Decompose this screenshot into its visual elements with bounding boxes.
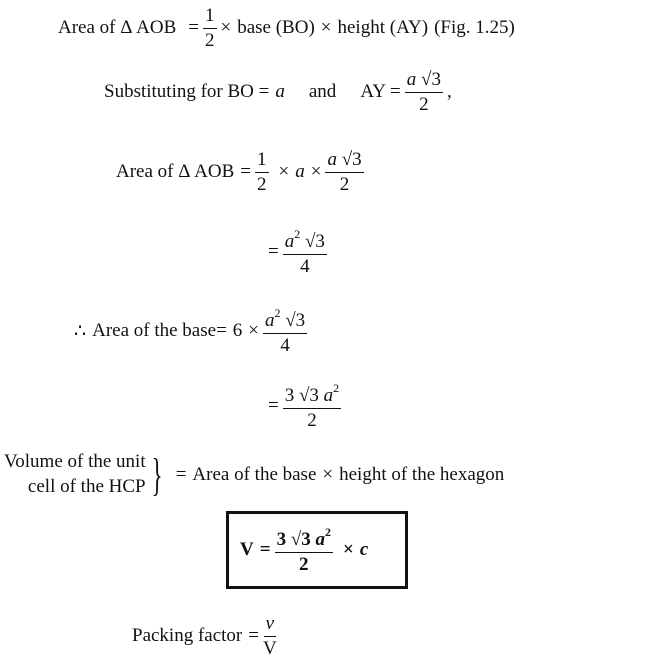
fraction-numerator (263, 307, 307, 334)
and-word: and (308, 81, 337, 103)
equals-sign: = (268, 241, 279, 263)
fraction-one-half (203, 6, 217, 51)
area-of-base-formula (74, 307, 311, 356)
exponent: 2 (325, 524, 331, 539)
area-aob-formula (58, 6, 515, 51)
fraction-a2-root3-over-4 (283, 228, 327, 277)
factor-six: 6 (232, 320, 243, 342)
times-sign: × (278, 161, 290, 183)
therefore-symbol: ∴ (74, 320, 87, 342)
figure-reference: (Fig. 1.25) (434, 17, 515, 39)
variable-a: a (327, 149, 337, 170)
fraction-numerator: 1 (255, 150, 269, 173)
fraction-denominator: 2 (307, 409, 317, 431)
fraction-denominator: V (262, 637, 277, 659)
root-three: √3 (421, 69, 441, 90)
root-three: √3 (285, 310, 306, 331)
root-three: √3 (304, 231, 325, 252)
packing-factor-label: Packing factor (132, 625, 243, 647)
times-sign: × (322, 463, 334, 485)
fraction-numerator: v (264, 614, 276, 637)
root-three: √3 (290, 528, 311, 550)
fraction-denominator: 2 (339, 173, 350, 195)
variable-a: a (323, 385, 334, 406)
fraction-numerator (325, 150, 363, 173)
label-line-2: cell of the HCP (27, 475, 146, 497)
equals-sign: = (188, 17, 199, 39)
ay-label: AY = (360, 81, 401, 103)
base-term: base (BO) (237, 17, 315, 39)
fraction-numerator (275, 526, 333, 553)
area-aob-label: Area of Δ AOB (58, 17, 177, 39)
fraction-denominator: 4 (300, 255, 310, 277)
exponent: 2 (333, 381, 340, 395)
fraction-numerator (283, 228, 327, 255)
root-three: √3 (341, 149, 362, 170)
fraction-denominator: 2 (205, 29, 215, 51)
fraction-3root3-a2-over-2 (275, 526, 333, 575)
area-aob-label: Area of Δ AOB (116, 161, 235, 183)
exponent: 2 (274, 306, 281, 320)
fraction-one-half (255, 150, 269, 195)
fraction-v-over-V (263, 614, 277, 659)
equals-sign: = (248, 625, 259, 647)
equals-sign: = (268, 395, 279, 417)
times-sign: × (310, 161, 322, 183)
substitution-text: Substituting for BO = (104, 81, 270, 103)
area-aob-result (268, 228, 331, 277)
comma: , (446, 81, 452, 103)
area-aob-calculation (116, 150, 368, 195)
area-of-base-result (268, 382, 345, 431)
factor-three: 3 (276, 528, 287, 550)
height-term: height (AY) (337, 17, 429, 39)
fraction-denominator: 2 (299, 553, 309, 575)
times-sign: × (220, 17, 232, 39)
volume-formula-box (226, 511, 408, 589)
height-of-hexagon-term: height of the hexagon (339, 463, 505, 485)
fraction-a-root3-over-2 (405, 70, 443, 115)
fraction-3root3-a2-over-2 (283, 382, 341, 431)
packing-factor-formula (132, 614, 281, 659)
factor-three: 3 (284, 385, 295, 406)
fraction-denominator: 2 (257, 173, 267, 195)
equals-sign: = (175, 463, 187, 485)
times-sign: × (343, 539, 354, 560)
root-three: √3 (298, 385, 319, 406)
equals-sign: = (240, 161, 251, 183)
variable-a: a (284, 231, 295, 252)
fraction-a2-root3-over-4 (263, 307, 307, 356)
area-of-base-term: Area of the base (192, 463, 317, 485)
substitution-line (104, 70, 452, 115)
right-brace: } (151, 448, 163, 500)
variable-c: c (359, 539, 369, 560)
times-sign: × (320, 17, 332, 39)
volume-symbol: V (240, 539, 254, 560)
area-of-base-label: Area of the base (92, 320, 217, 342)
variable-a: a (315, 528, 325, 550)
equals-sign: = (216, 320, 227, 342)
fraction-numerator (283, 382, 341, 409)
variable-a: a (265, 310, 275, 331)
variable-a: a (295, 161, 305, 183)
equals-sign: = (259, 539, 271, 560)
variable-a: a (275, 81, 285, 103)
times-sign: × (248, 320, 259, 342)
fraction-a-root3-over-2 (325, 150, 363, 195)
volume-unit-cell-label (4, 450, 146, 499)
exponent: 2 (294, 227, 301, 241)
fraction-numerator (405, 70, 443, 93)
volume-unit-cell-formula (4, 450, 504, 499)
fraction-denominator: 4 (280, 334, 290, 356)
fraction-denominator: 2 (419, 93, 429, 115)
fraction-numerator: 1 (203, 6, 217, 29)
label-line-1: Volume of the unit (4, 451, 146, 472)
variable-a: a (406, 69, 417, 90)
